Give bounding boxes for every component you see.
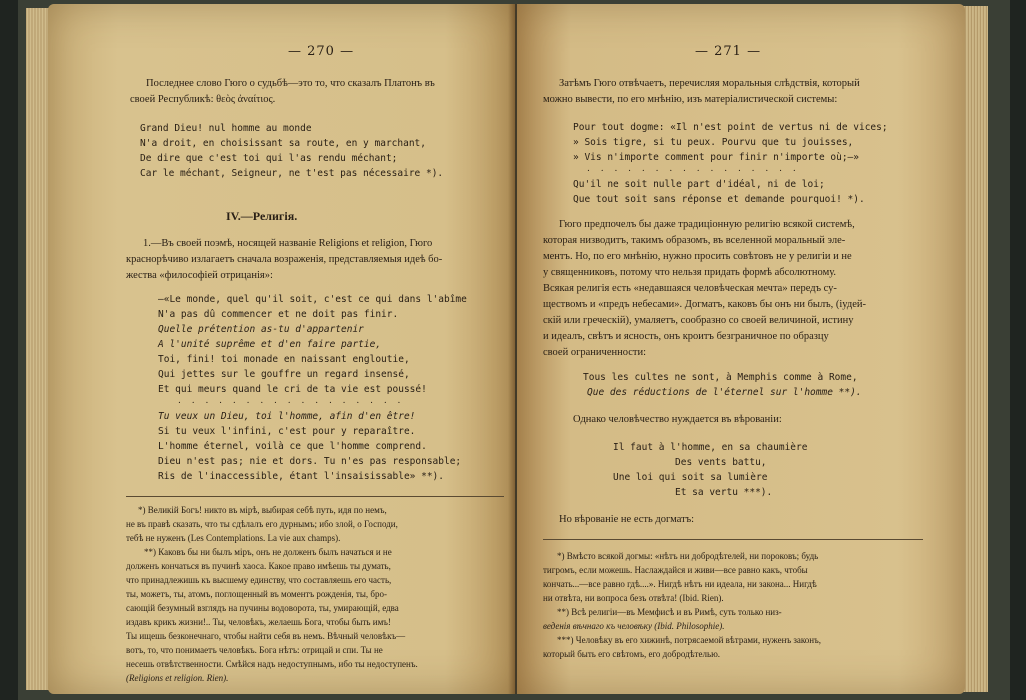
text-line: жества «философіей отрицанія»: [126,270,273,281]
footnote-line: который быть его свѣтомъ, его добродѣтелью. [543,649,721,659]
verse-line: Pour tout dogme: «Il n'est point de vertus ni de vices; [573,122,888,133]
footnote-line: ***) Человѣку въ его хижинѣ, потрясаемой вѣтрами, нуженъ законъ, [557,635,822,645]
verse-line: » Vis n'importe comment pour finir n'importe où;—» [573,152,859,163]
verse-line: De dire que c'est toi qui l'as rendu méchant; [140,153,398,164]
text-line: Всякая религія есть «недавшаяся человѣческая мечта» передъ су- [543,283,837,294]
section-heading: IV.—Религія. [226,209,298,223]
footnote-line: веденія вѣчнаго къ человѣку (Ibid. Philosophie). [543,621,725,631]
verse-line: Quelle prétention as-tu d'appartenir [158,324,364,335]
verse-line: —«Le monde, quel qu'il soit, c'est ce qui dans l'abîme [158,294,467,305]
footnote-line: долженъ кончаться въ пучинѣ хаоса. Какое право имѣешь ты думать, [126,561,391,571]
footnote-line: тигромъ, если можешь. Наслаждайся и живи—все равно какъ, чтобы [543,565,808,575]
footnote-divider [543,539,923,540]
verse-line: Tous les cultes ne sont, à Memphis comme à Rome, [583,372,858,383]
footnote-line: издавъ крикъ жизни!.. Ты, человѣкъ, желаешь Бога, чтобы быть имъ! [126,617,391,627]
text-line: Но вѣрованіе не есть догматъ: [559,514,695,525]
footnote-divider [126,496,504,497]
footnote-line: несешь отвѣтственности. Смѣйся надъ недоступнымъ, ибо ты недоступенъ. [126,659,418,669]
text-line: Затѣмъ Гюго отвѣчаетъ, перечисляя моральныя слѣдствія, который [559,78,860,89]
footnote-line: вотъ, то, что понимаетъ человѣкъ. Бога нѣтъ: отрицай и спи. Ты не [126,645,383,655]
verse-line: N'a droit, en choisissant sa route, en y marchant, [140,138,426,149]
right-page-edges [962,6,988,692]
text-line: и идеалъ, свѣтъ и ясность, онъ кроитъ безграничное по образцу [543,331,829,342]
footnote-line: ни отвѣта, ни вопроса безъ отвѣта! (Ibid. Rien). [543,593,724,603]
verse-line: Que tout soit sans réponse et demande pourquoi! *). [573,194,865,205]
verse-line: Une loi qui soit sa lumière [613,472,768,483]
verse-line: Tu veux un Dieu, toi l'homme, afin d'en être! [158,411,416,422]
footnote-line: сающій безумный взглядъ на пучины водоворота, ты, умирающій, едва [126,603,399,613]
text-line: которая низводитъ, такимъ образомъ, въ вселенной моральный эле- [543,235,846,246]
verse-line: Qu'il ne soit nulle part d'idéal, ni de loi; [573,179,825,190]
verse-line: Qui jettes sur le gouffre un regard insensé, [158,369,410,380]
ellipsis-dots: . . . . . . . . . . . . . . . . [587,164,800,174]
verse-line: Dieu n'est pas; nie et dors. Tu n'es pas responsable; [158,456,462,467]
footnote-line: ты, можетъ, ты, атомъ, поглощенный въ моментъ рожденія, ты, бро- [126,589,387,599]
verse-line: Toi, fini! toi monade en naissant engloutie, [158,354,410,365]
verse-line: A l'unité suprême et d'en faire partie, [158,339,382,350]
verse-line: Et sa vertu ***). [675,487,773,498]
footnote-line: *) Великій Богъ! никто въ мірѣ, выбирая себѣ путь, идя по немъ, [138,505,387,515]
page-number: — 271 — [695,44,762,59]
verse-line: Que des réductions de l'éternel sur l'homme **). [587,387,862,398]
text-line: Однако человѣчество нуждается въ вѣрованіи: [573,414,782,425]
verse-line: N'a pas dû commencer et ne doit pas finir. [158,309,399,320]
footnote-line: *) Вмѣсто всякой догмы: «нѣтъ ни добродѣтелей, ни пороковъ; будь [557,551,819,561]
text-line: скій или греческій), умаляетъ, сообразно со своей величиной, истину [543,315,854,326]
text-line: краснорѣчиво излагаетъ сначала возраженія, представляемыя идеѣ бо- [126,254,443,265]
verse-line: Ris de l'inaccessible, étant l'insaisissable» **). [158,471,444,482]
footnote-line: **) Всѣ религіи—въ Мемфисѣ и въ Римѣ, суть только низ- [557,607,782,617]
text-line: своей Республикѣ: θεὸς ἀναίτιος. [130,94,276,105]
left-page-edges [26,8,50,690]
text-line: у священниковъ, потому что нельзя придать формѣ абсолютному. [543,267,837,278]
footnote-line: что принадлежишь къ высшему единству, что составляешь его часть, [126,575,392,585]
verse-line: Car le méchant, Seigneur, ne t'est pas nécessaire *). [140,168,444,179]
verse-line: Des vents battu, [675,457,767,468]
footnote-line: Ты ищешь безконечнаго, чтобы найти себя въ немъ. Вѣчный человѣкъ— [126,631,406,641]
text-line: 1.—Въ своей поэмѣ, носящей названіе Religions et religion, Гюго [143,238,433,249]
verse-line: » Sois tigre, si tu peux. Pourvu que tu jouisses, [573,137,854,148]
page-number: — 270 — [288,44,355,59]
ellipsis-dots: . . . . . . . . . . . . . . . . . [178,396,405,406]
text-line: своей ограниченности: [543,347,647,358]
verse-line: Si tu veux l'infini, c'est pour y reparaître. [158,426,416,437]
verse-line: Grand Dieu! nul homme au monde [140,123,312,134]
text-line: ществомъ и «предъ небесами». Догматъ, каковъ бы онъ ни былъ, (іудей- [543,299,867,310]
right-page [517,4,965,694]
left-page [48,4,515,694]
footnote-line: (Religions et religion. Rien). [126,673,229,683]
text-line: Последнее слово Гюго о судьбѣ—это то, что сказалъ Платонъ въ [146,78,435,89]
verse-line: L'homme éternel, voilà ce que l'homme comprend. [158,441,427,452]
verse-line: Il faut à l'homme, en sa chaumière [613,442,808,453]
footnote-line: тебѣ не нуженъ (Les Contemplations. La vie aux champs). [126,533,341,543]
text-line: можно вывести, по его мнѣнію, изъ матеріалистической системы: [543,94,838,105]
footnote-line: не въ правѣ сказать, что ты сдѣлалъ его дурнымъ; ибо злой, о Господи, [126,519,398,529]
footnote-line: **) Каковъ бы ни былъ міръ, онъ не долженъ былъ начаться и не [144,547,392,557]
footnote-line: кончать...—все равно гдѣ....». Нигдѣ нѣтъ ни идеала, ни закона... Нигдѣ [543,579,817,589]
text-line: Гюго предпочелъ бы даже традиціонную религію всякой системѣ, [559,219,855,230]
text-line: ментъ. Но, по его мнѣнію, нужно просить совѣтовъ не у религіи и не [543,251,852,262]
verse-line: Et qui meurs quand le cri de ta vie est poussé! [158,384,427,395]
